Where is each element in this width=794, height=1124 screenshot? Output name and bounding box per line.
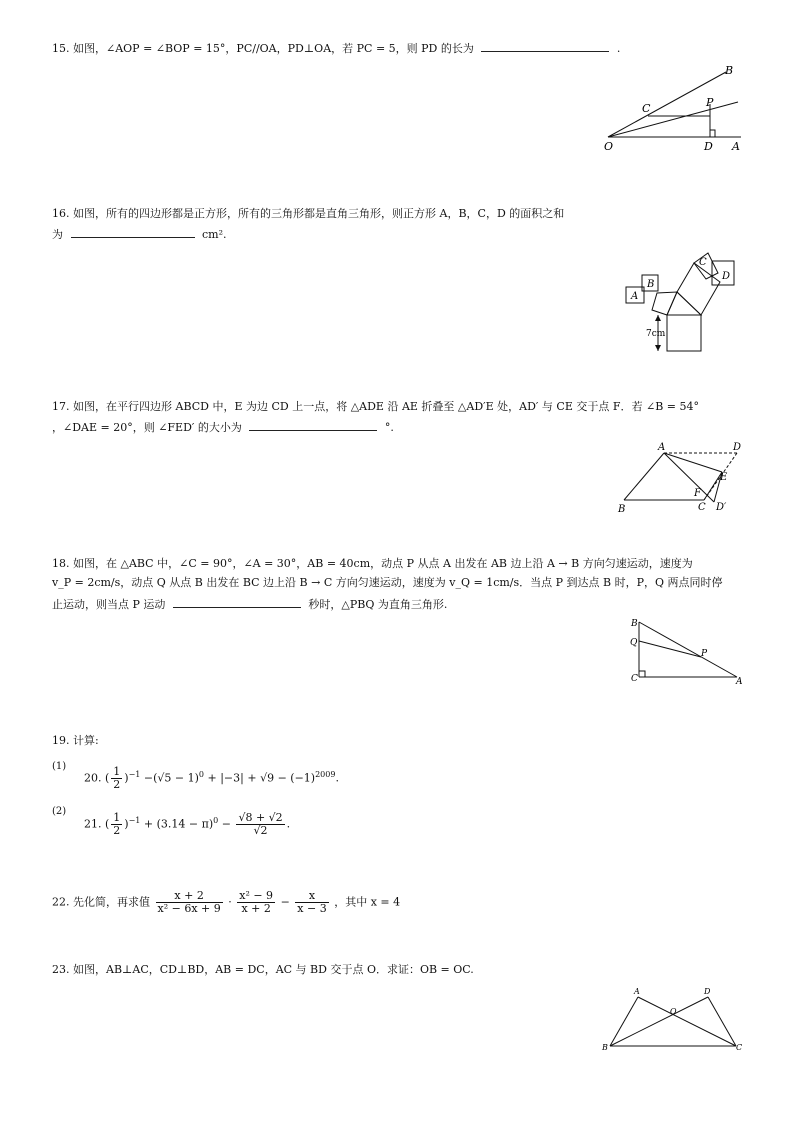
q17-statement: 如图，在平行四边形 ABCD 中，E 为边 CD 上一点，将 △ADE 沿 AE 折叠至 △AD′E 处，AD′ 与 CE 交于点 F．若 ∠B = 54° [73, 400, 699, 413]
q22-statement: 先化简，再求值 [73, 895, 150, 909]
q19-part1-expression: 20. ( $\frac{1}{2}$ )$^{-1} -(√5 - 1)^0 + |-3| + √9 - (-1)^{2009}$. [84, 765, 339, 791]
q15-label-a: A [732, 140, 740, 153]
q18-label-c: C [631, 674, 638, 684]
q17-number: 17. [52, 400, 70, 413]
q15-text [52, 40, 620, 56]
q19-part2-number: 21. [84, 817, 102, 831]
q17-figure [612, 440, 752, 515]
q17-text [52, 400, 699, 414]
q23-text [52, 963, 474, 977]
q18-text-1 [52, 557, 693, 571]
q19-part1-exp-2009: 2009 [315, 769, 336, 779]
q16-text-2 [52, 226, 227, 242]
q22-text [52, 890, 400, 922]
q19-part1-number: 20. [84, 771, 102, 785]
q19-text [52, 734, 99, 748]
q17-end: °. [384, 421, 394, 434]
q19-part1-term-b: + |−3| + √9 − (−1) [207, 771, 316, 785]
q15-answer-blank[interactable] [481, 40, 609, 52]
q15-label-d: D [704, 140, 713, 153]
q23-label-c: C [736, 1043, 743, 1052]
q15-figure [598, 60, 758, 155]
q19-part2-exp-neg1: −1 [128, 815, 141, 825]
q15-statement: 如图，∠AOP = ∠BOP = 15°，PC//OA，PD⊥OA，若 PC = 5，则 PD 的长为 [73, 42, 474, 55]
q19-number: 19. [52, 734, 70, 747]
q17-label-a: A [658, 442, 666, 453]
q19-part1-exp-neg1: −1 [128, 769, 141, 779]
q19-statement: 计算: [73, 734, 99, 747]
q19-part2-expression: 21. ( $\frac{1}{2}$ )$^{-1} + (3.14 - \pi)^0$ − $\frac{√8 + √2}{√2}$ . [84, 811, 291, 837]
q16-label-b: B [647, 279, 655, 290]
q16-label-7cm: 7cm [646, 329, 666, 339]
q18-statement-2: v_P = 2cm/s，动点 Q 从点 B 出发在 BC 边上沿 B → C 方向匀速运动，速度为 v_Q = 1cm/s．当点 P 到达点 B 时，P，Q 两点同时停 [52, 576, 723, 589]
q16-unit: cm². [202, 228, 227, 241]
q19-part2-exp-0: 0 [213, 815, 219, 825]
q22-frac3-num: x [295, 890, 328, 903]
q16-answer-blank[interactable] [71, 226, 195, 238]
q19-part1-term-a: −(√5 − 1) [143, 771, 199, 785]
q16-figure [620, 245, 750, 360]
q23-statement: 如图，AB⊥AC，CD⊥BD，AB = DC，AC 与 BD 交于点 O．求证：OB = OC. [73, 963, 474, 976]
q18-end: 秒时，△PBQ 为直角三角形. [308, 598, 448, 611]
q16-label-d: D [722, 271, 731, 282]
q17-statement-2: ，∠DAE = 20°，则 ∠FED′ 的大小为 [52, 421, 242, 434]
q16-number: 16. [52, 207, 70, 220]
q19-part2-frac-den: √2 [253, 824, 268, 837]
q19-part1-end: . [335, 771, 339, 785]
q18-label-b: B [631, 619, 638, 629]
q17-label-e: E [720, 472, 728, 483]
q23-label-b: B [602, 1043, 608, 1052]
q22-minus: − [280, 895, 290, 909]
q15-label-c: C [642, 102, 651, 115]
q23-label-o: O [670, 1007, 677, 1016]
q18-label-p: P [701, 649, 708, 659]
q17-label-d-prime: D′ [716, 502, 727, 513]
q18-figure [625, 614, 750, 689]
q17-label-b: B [618, 504, 626, 515]
q17-label-f: F [694, 488, 701, 499]
q23-figure [598, 984, 748, 1054]
q16-label-a: A [631, 291, 639, 302]
q19-part1-half-num: 1 [113, 765, 121, 778]
q18-text-3 [52, 596, 447, 612]
q19-part1-exp-0: 0 [198, 769, 205, 779]
q22-number: 22. [52, 895, 70, 909]
q18-text-2 [52, 576, 723, 590]
q16-label-c: C [699, 257, 707, 268]
q17-answer-blank[interactable] [249, 419, 377, 431]
q17-text-2 [52, 419, 394, 435]
q22-frac2-den: x + 2 [241, 902, 271, 915]
q22-frac2-num: x² − 9 [239, 889, 274, 902]
q18-statement-1: 如图，在 △ABC 中，∠C = 90°，∠A = 30°，AB = 40cm，动点 P 从点 A 出发在 AB 边上沿 A → B 方向匀速运动，速度为 [73, 557, 693, 570]
q19-part2-end: . [286, 817, 291, 831]
q18-answer-blank[interactable] [173, 596, 301, 608]
q15-label-p: P [706, 96, 714, 109]
q16-statement-2: 为 [52, 228, 63, 241]
q19-part2-frac-num: √8 + √2 [238, 811, 283, 824]
q22-frac3-den: x − 3 [297, 902, 327, 915]
q16-text [52, 207, 564, 221]
q17-label-c: C [698, 502, 706, 513]
q19-part1-half-den: 2 [113, 778, 121, 791]
q19-part2-half-num: 1 [113, 811, 121, 824]
q15-end: . [616, 42, 621, 55]
q19-part2-term-a: + (3.14 − π) [143, 817, 214, 831]
q22-frac1-num: x + 2 [156, 890, 223, 903]
q19-part1-tag: (1) [52, 761, 67, 772]
q18-number: 18. [52, 557, 70, 570]
q22-tail: ，其中 x = 4 [334, 895, 401, 909]
q22-frac1-den: x² − 6x + 9 [157, 902, 221, 915]
q16-statement: 如图，所有的四边形都是正方形，所有的三角形都是直角三角形，则正方形 A，B，C，D 的面积之和 [73, 207, 565, 220]
q23-label-d: D [704, 987, 711, 996]
q18-statement-3: 止运动，则当点 P 运动 [52, 598, 166, 611]
q15-number: 15. [52, 42, 70, 55]
q19-part2-half-den: 2 [113, 824, 121, 837]
q15-label-b: B [725, 64, 734, 77]
q22-dot: · [228, 895, 232, 909]
q18-label-q: Q [630, 638, 638, 648]
q15-label-o: O [604, 140, 614, 153]
q19-part2-minus: − [221, 817, 231, 831]
q18-label-a: A [736, 677, 743, 687]
q17-label-d: D [733, 442, 742, 453]
q19-part2-tag: (2) [52, 806, 67, 817]
q23-number: 23. [52, 963, 70, 976]
q23-label-a: A [634, 987, 640, 996]
